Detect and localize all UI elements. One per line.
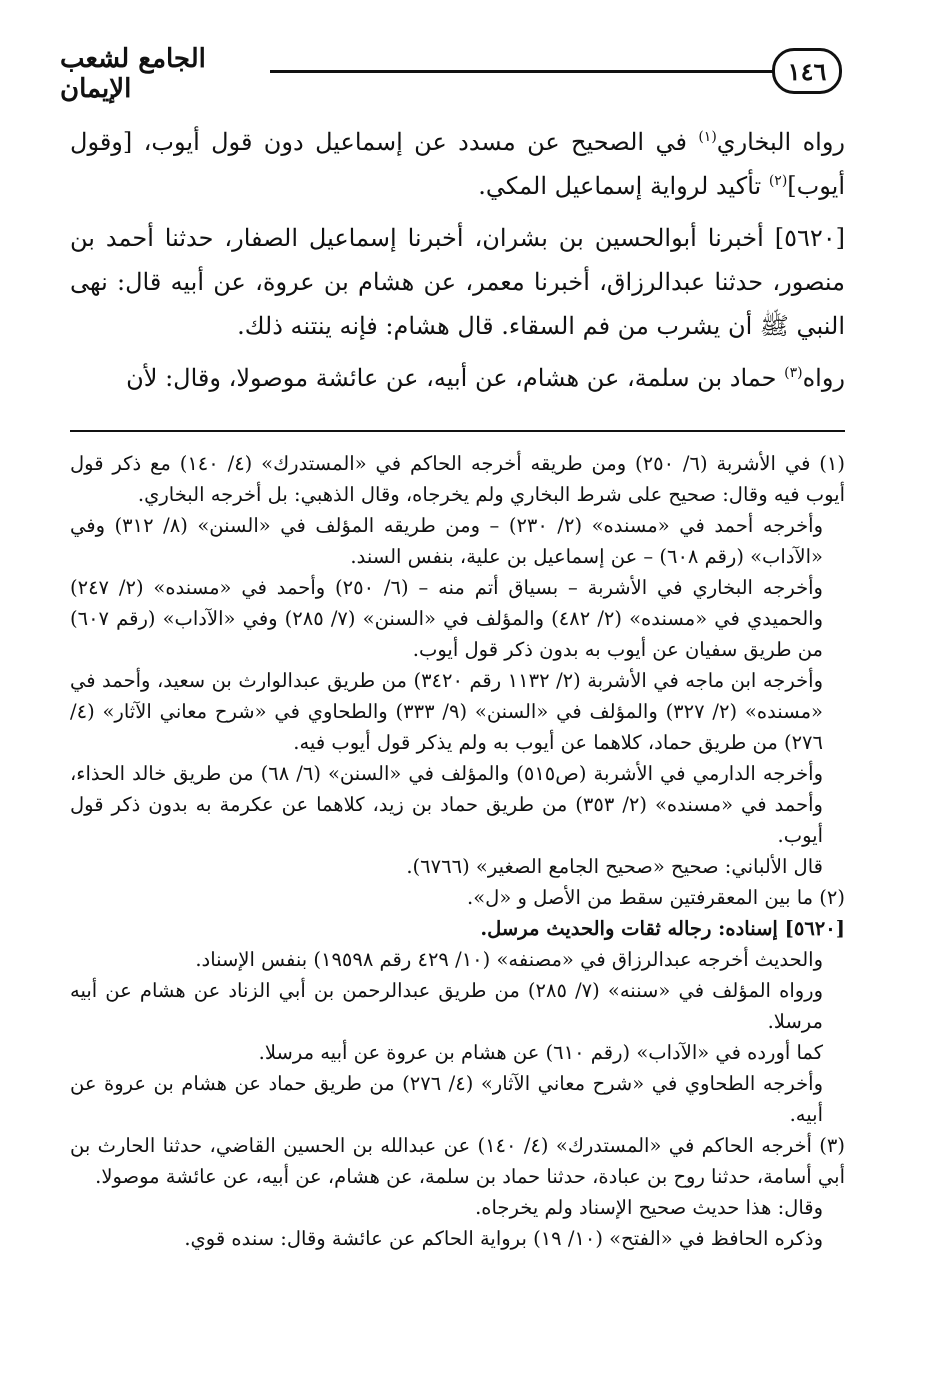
paragraph-3 <box>70 356 845 400</box>
p1-text-3: تأكيد لرواية إسماعيل المكي. <box>478 172 769 200</box>
p1-text-1: رواه البخاري <box>716 128 846 156</box>
footnote-ref-1: (١) <box>698 129 717 145</box>
footnote-5620: [٥٦٢٠] إسناده: رجاله ثقات والحديث مرسل. <box>480 917 845 940</box>
footnote-1-para: وأخرجه ابن ماجه في الأشربة (٢/ ١١٣٢ رقم ٣٤٢٠) من طريق عبدالوارث بن سعيد، وأحمد في «مسنده» (٢/ ٣٢٧) والمؤلف في «السنن» (٩/ ٣٣٣) والطحاوي في «شرح معاني الآثار» (٤/ ٢٧٦) من طريق حماد، كلاهما عن أيوب به ولم يذكر قول أيوب فيه. <box>70 669 823 754</box>
footnote-3: (٣) أخرجه الحاكم في «المستدرك» (٤/ ١٤٠) عن عبدالله بن الحسين القاضي، حدثنا الحارث بن أبي أسامة، حدثنا روح بن عبادة، حدثنا حماد بن سلمة، عن هشام، عن أبيه، عن عائشة موصولا. <box>70 1134 845 1188</box>
footnote-1-para: قال الألباني: صحيح «صحيح الجامع الصغير» (٦٧٦٦). <box>406 855 823 878</box>
footnote-1: (١) في الأشربة (٦/ ٢٥٠) ومن طريقه أخرجه الحاكم في «المستدرك» (٤/ ١٤٠) مع ذكر قول أيوب فيه وقال: صحيح على شرط البخاري ولم يخرجاه، وقال الذهبي: بل أخرجه البخاري. <box>70 452 845 506</box>
paragraph-1 <box>70 120 845 208</box>
footnote-separator <box>70 430 845 432</box>
p3-text-2: حماد بن سلمة، عن هشام، عن أبيه، عن عائشة موصولا، وقال: لأن <box>126 364 785 392</box>
header-rule <box>270 70 778 73</box>
footnote-1-para: وأخرجه البخاري في الأشربة – بسياق أتم منه – (٦/ ٢٥٠) وأحمد في «مسنده» (٢/ ٢٤٧) والحميدي في «مسنده» (٢/ ٤٨٢) والمؤلف في «السنن» (٧/ ٢٨٥) وفي «الآداب» (رقم ٦٠٧) من طريق سفيان عن أيوب به بدون ذكر قول أيوب. <box>70 576 823 661</box>
footnote-3-para: وذكره الحافظ في «الفتح» (١٠/ ١٩) برواية الحاكم عن عائشة وقال: سنده قوي. <box>184 1227 823 1250</box>
footnote-5620-para: وأخرجه الطحاوي في «شرح معاني الآثار» (٤/ ٢٧٦) من طريق حماد عن هشام بن عروة عن أبيه. <box>70 1072 823 1126</box>
footnotes <box>70 448 845 1254</box>
footnote-1-para: وأخرجه الدارمي في الأشربة (ص٥١٥) والمؤلف في «السنن» (٦/ ٦٨) من طريق خالد الحذاء، وأحمد في «مسنده» (٢/ ٣٥٣) من طريق حماد بن زيد، كلاهما عن عكرمة به بدون ذكر قول أيوب. <box>70 762 823 847</box>
footnote-3-para: وقال: هذا حديث صحيح الإسناد ولم يخرجاه. <box>475 1196 823 1219</box>
footnote-5620-para: كما أورده في «الآداب» (رقم ٦١٠) عن هشام بن عروة عن أبيه مرسلا. <box>258 1041 823 1064</box>
page-header <box>60 40 850 104</box>
footnote-ref-3: (٣) <box>784 365 803 381</box>
footnote-1-para: وأخرجه أحمد في «مسنده» (٢/ ٢٣٠) – ومن طريقه المؤلف في «السنن» (٨/ ٣١٢) وفي «الآداب» (رقم ٦٠٨) – عن إسماعيل بن علية، بنفس السند. <box>70 514 823 568</box>
footnote-5620-para: والحديث أخرجه عبدالرزاق في «مصنفه» (١٠/ ٤٢٩ رقم ١٩٥٩٨) بنفس الإسناد. <box>195 948 823 971</box>
page-number: ١٤٦ <box>772 48 842 94</box>
main-text <box>70 120 845 408</box>
footnote-2: (٢) ما بين المعقرفتين سقط من الأصل و «ل». <box>467 886 845 909</box>
p3-text-1: رواه <box>802 364 845 392</box>
p1-text-2: في الصحيح عن مسدد عن إسماعيل دون قول أيوب، [وقول أيوب] <box>70 128 845 200</box>
footnote-5620-para: ورواه المؤلف في «سننه» (٧/ ٢٨٥) من طريق عبدالرحمن بن أبي الزناد عن هشام عن أبيه مرسلا. <box>70 979 823 1033</box>
hadith-5620: [٥٦٢٠] أخبرنا أبوالحسين بن بشران، أخبرنا إسماعيل الصفار، حدثنا أحمد بن منصور، حدثنا عبدالرزاق، أخبرنا معمر، عن هشام بن عروة، عن أبيه قال: نهى النبي ﷺ أن يشرب من فم السقاء. قال هشام: فإنه ينتنه ذلك. <box>70 224 845 340</box>
footnote-ref-2: (٢) <box>768 173 788 189</box>
running-title: الجامع لشعب الإيمان <box>60 44 206 104</box>
